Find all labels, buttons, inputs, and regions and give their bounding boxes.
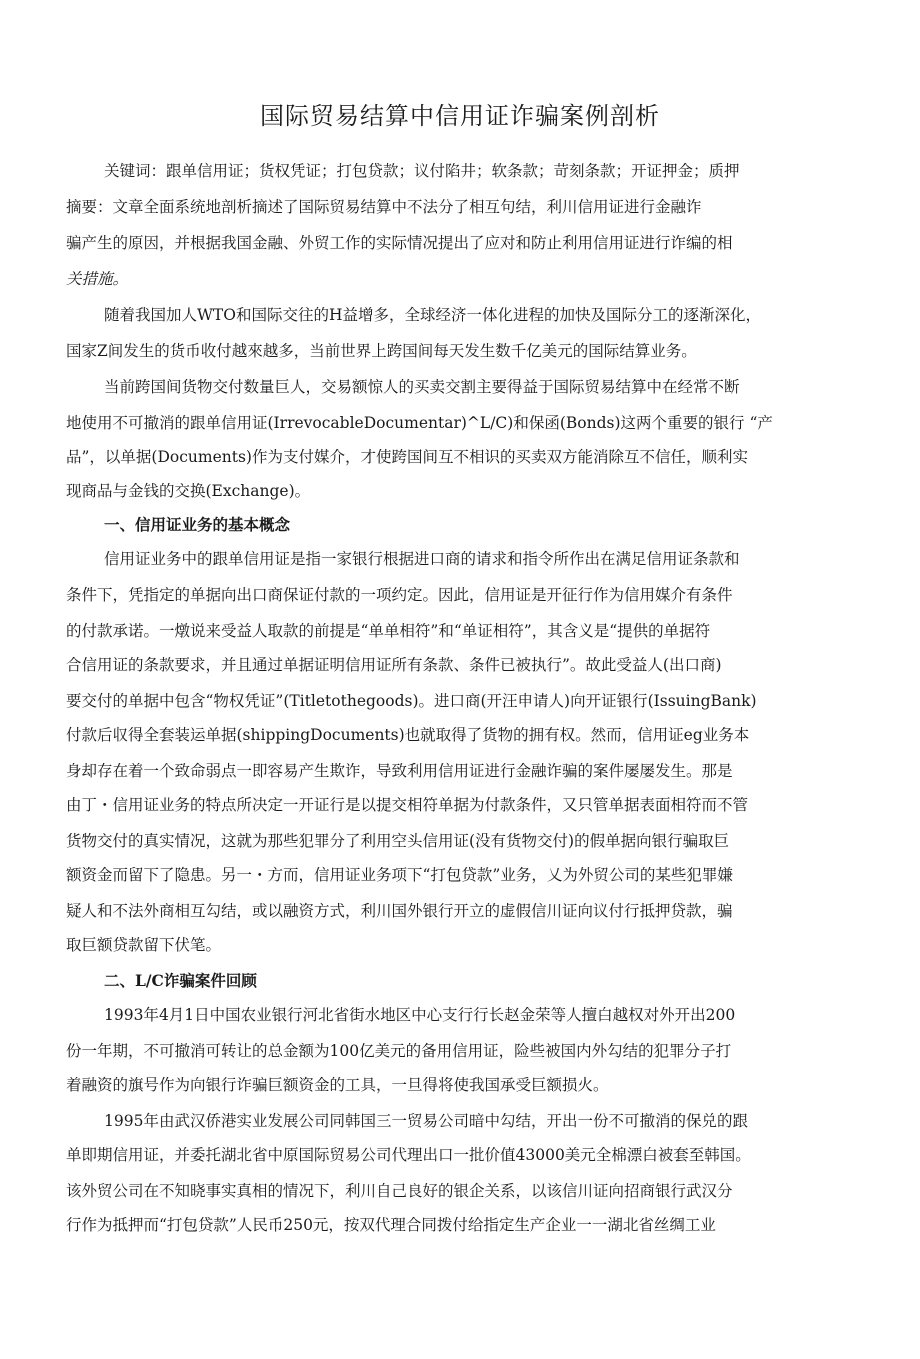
section-2-heading: 二、L/C诈骗案件回顾 — [104, 971, 257, 990]
section-1-line-4: 合信用证的条款要求，并且通过单据证明信用证所有条款、条件已被执行”。故此受益人(出口商) — [66, 656, 722, 674]
intro-1-line-1: 随着我国加人WTO和国际交往的H益增多，全球经济一体化进程的加快及国际分工的逐渐深化， — [104, 306, 761, 324]
case-2-line-3: 该外贸公司在不知晓事实真相的情况下，利川自己良好的银企关系，以该信川证向招商银行武汉分 — [66, 1182, 733, 1200]
case-2-line-1: 1995年由武汉侨港实业发展公司同韩国三一贸易公司暗中勾结，开出一份不可撤消的保兑的跟 — [104, 1112, 748, 1130]
case-1-line-3: 着融资的旗号作为向银行诈骗巨额资金的工具，一旦得将使我国承受巨额损火。 — [66, 1076, 609, 1094]
section-1-line-3: 的付款承诺。一燉说来受益人取款的前提是“单单相符”和“单证相符”，其含义是“提供的单据符 — [66, 622, 711, 640]
intro-2-line-2: 地使用不可撤消的跟单信用证(IrrevocableDocumentar)^L/C)和保函(Bonds)这两个重要的银行 “产 — [66, 414, 773, 432]
case-1-line-1: 1993年4月1日中国农业银行河北省街水地区中心支行行长赵金荣等人擅白越权对外开出200 — [104, 1006, 736, 1024]
section-1-line-12: 取巨额贷款留下伏笔。 — [66, 936, 222, 954]
intro-1-line-2: 国家Z间发生的货币收付越來越多，当前世界上跨国间每天发生数千亿美元的国际结算业务。 — [66, 342, 697, 360]
keywords-line: 关键词：跟单信用证；货权凭证；打包贷款；议付陷井；软条款；苛刻条款；开证押金；质押 — [104, 162, 740, 180]
abstract-line-2: 骗产生的原因，并根据我国金融、外贸工作的实际情况提出了应对和防止利用信用证进行诈编的相 — [66, 234, 733, 252]
section-1-line-11: 疑人和不法外商相互勾结，或以融资方式，利川国外银行开立的虚假信川证向议付行抵押贷款，骗 — [66, 902, 733, 920]
case-2-line-2: 单即期信用证，并委托湖北省中原国际贸易公司代理出口一批价值43000美元全棉漂白被套至韩国。 — [66, 1146, 751, 1164]
case-1-line-2: 份一年期，不可撤消可转让的总金额为100亿美元的备用信用证，险些被国内外勾结的犯罪分子打 — [66, 1042, 732, 1060]
section-1-line-6: 付款后収得全套装运单据(shippingDocuments)也就取得了货物的拥有权。然而，信用证eg业务本 — [66, 726, 750, 744]
section-1-heading: 一、信用证业务的基本概念 — [104, 515, 291, 534]
section-1-line-2: 条件下，凭指定的单据向出口商保证付款的一项约定。因此，信用证是开征行作为信用媒介有条件 — [66, 586, 733, 604]
abstract-line-1: 摘要：文章全面系统地剖析摘述了国际贸易结算中不法分了相互句结，利川信用证进行金融诈 — [66, 198, 702, 216]
section-1-line-8: 由丁・信用证业务的特点所决定一开证行是以提交相符单据为付款条件，又只管单据表面相符而不管 — [66, 796, 749, 814]
section-1-line-9: 货物交付的真实情况，这就为那些犯罪分了利用空头信用证(没有货物交付)的假单据向银行骗取巨 — [66, 832, 730, 850]
case-2-line-4: 行作为抵押而“打包贷款”人民币250元，按双代理合同拨付给指定生产企业一一湖北省丝绸工业 — [66, 1216, 716, 1234]
intro-2-line-1: 当前跨国间货物交付数量巨人，交易额惊人的买卖交割主要得益于国际贸易结算中在经常不断 — [104, 378, 740, 396]
section-1-line-10: 额资金而留下了隐患。另一・方而，信用证业务项下“打包贷款”业务，乂为外贸公司的某些犯罪嫌 — [66, 866, 733, 884]
document-title: 国际贸易结算中信用证诈骗案例剖析 — [260, 102, 660, 130]
abstract-line-3: 关措施。 — [66, 270, 129, 288]
section-1-line-7: 身却存在着一个致命弱点一即容易产生欺诈，导致利用信用证进行金融诈骗的案件屡屡发生。那是 — [66, 762, 733, 780]
intro-2-line-4: 现商品与金钱的交换(Exchange)。 — [66, 482, 311, 500]
intro-2-line-3: 品”，以单据(Documents)作为支付媒介，才使跨国间互不相识的买卖双方能消除互不信任，顺利实 — [66, 448, 748, 466]
section-1-line-1: 信用证业务中的跟单信用证是指一家银行根据进口商的请求和指令所作出在满足信用证条款和 — [104, 550, 740, 568]
section-1-line-5: 要交付的单据中包含“物权凭证”(Titletothegoods)。进口商(开汪申请人)向开证银行(IssuingBank) — [66, 692, 757, 710]
